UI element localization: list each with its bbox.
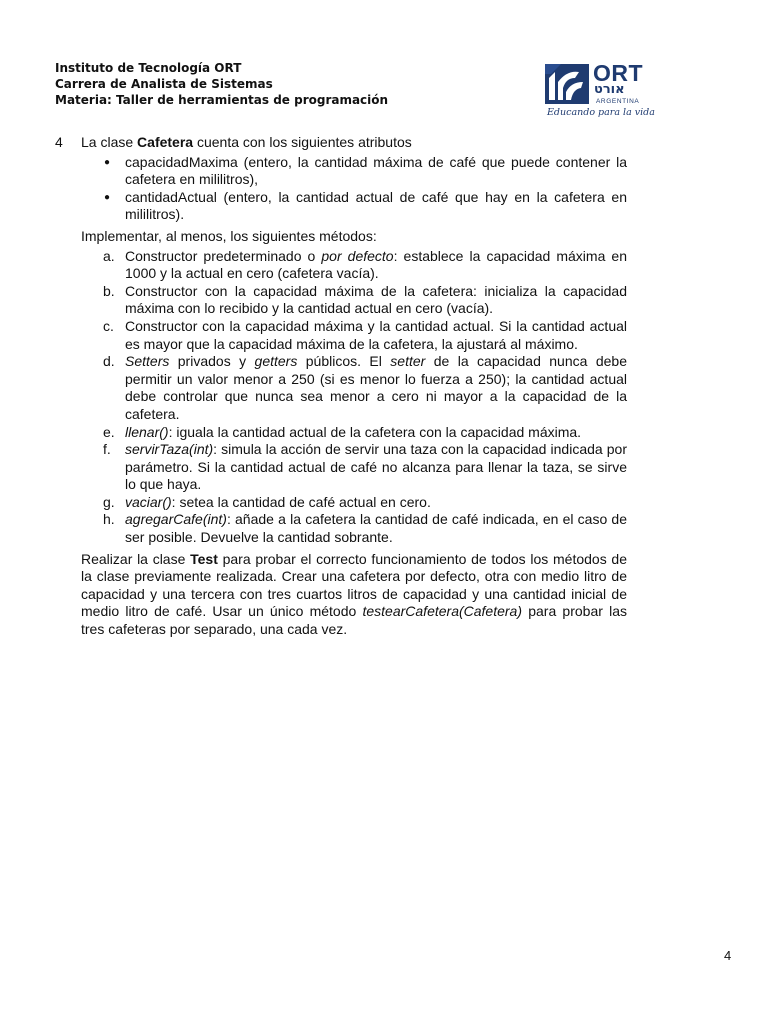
document-header (55, 60, 388, 108)
test-text: Realizar la clase (81, 550, 191, 567)
method-name: agregarCafe(int) (125, 511, 227, 528)
method-text: de la capacidad nunca debe permitir un valor menor a 250 (si es menor lo fuerza a 250); la cantidad actual debe controlar que nunca sea menor a cero ni mayor a la capacidad de la cafetera. (125, 353, 627, 422)
method-text: Constructor predeterminado o (125, 247, 322, 264)
method-item (103, 493, 627, 512)
method-emphasis: Setters (125, 353, 170, 370)
test-text: para probar el correcto funcionamiento de todos los métodos de la clase previamente realizada. Crear una cafetera por defecto, otra con medio litro de capacidad y una tercera con tres cuartos litros de capacidad y una cantidad inicial de medio litro de café. Usar un único método (81, 550, 627, 620)
method-label: e. (103, 423, 115, 440)
method-text: : iguala la cantidad actual de la cafetera con la capacidad máxima. (168, 423, 582, 440)
attribute-item: ● cantidadActual (entero, la cantidad actual de café que hay en la cafetera en mililitros). (125, 189, 627, 224)
logo-hebrew: אורט (594, 82, 625, 97)
method-emphasis: setter (390, 353, 426, 370)
method-label: d. (103, 353, 115, 370)
test-method-name: testearCafetera(Cafetera) (362, 603, 523, 620)
exercise-intro (81, 134, 627, 152)
subject-name: Materia: Taller de herramientas de programación (55, 93, 389, 107)
method-text: : añade a la cafetera la cantidad de café indicada, en el caso de ser posible. Devuelve la cantidad sobrante. (125, 511, 627, 546)
logo-name: ORT (593, 60, 644, 86)
method-label: g. (103, 493, 115, 510)
methods-intro: Implementar, al menos, los siguientes métodos: (81, 227, 377, 244)
institution-name: Instituto de Tecnología ORT (55, 61, 242, 75)
test-class-name: Test (190, 550, 218, 567)
method-text: : establece la capacidad máxima en 1000 y la actual en cero (cafetera vacía). (125, 247, 627, 282)
method-label: a. (103, 247, 115, 264)
method-emphasis: por defecto (321, 247, 394, 264)
method-item (103, 282, 627, 318)
career-name: Carrera de Analista de Sistemas (55, 77, 273, 91)
attribute-item: ● capacidadMaxima (entero, la cantidad máxima de café que puede contener la cafetera en mililitros), (125, 154, 627, 189)
logo-country: ARGENTINA (596, 98, 640, 105)
intro-text: La clase (81, 134, 138, 150)
page-number: 4 (724, 948, 732, 963)
method-label: c. (103, 317, 114, 334)
intro-text-end: cuenta con los siguientes atributos (193, 134, 412, 150)
method-name: vaciar() (125, 493, 172, 510)
method-name: servirTaza(int) (125, 441, 214, 458)
method-text: Constructor con la capacidad máxima de la cafetera: inicializa la capacidad máxima con lo recibido y la cantidad actual en cero (vacía). (125, 282, 627, 317)
method-item (103, 511, 627, 546)
method-text: : setea la cantidad de café actual en cero. (171, 493, 431, 510)
method-label: b. (103, 282, 115, 299)
method-label: h. (103, 511, 115, 528)
ort-emblem-icon (545, 64, 589, 104)
exercise-body (55, 134, 627, 639)
method-item (103, 441, 627, 494)
method-text: privados y (169, 353, 255, 370)
logo-slogan: Educando para la vida (547, 107, 655, 118)
ort-logo (545, 60, 655, 122)
method-item (103, 247, 627, 283)
methods-list (55, 248, 627, 547)
test-text-end: para probar las tres cafeteras por separado, una cada vez. (81, 603, 627, 638)
class-name: Cafetera (137, 134, 194, 150)
attributes-list (55, 154, 627, 224)
method-text: : simula la acción de servir una taza con la capacidad indicada por parámetro. Si la cantidad actual de café no alcanza para llenar la taza, se sirve lo que haya. (125, 441, 627, 493)
test-paragraph (81, 551, 627, 639)
method-text: Constructor con la capacidad máxima y la cantidad actual. Si la cantidad actual es mayor que la capacidad máxima de la cafetera, la ajustará al máximo. (125, 317, 627, 352)
method-label: f. (103, 441, 111, 458)
method-emphasis: getters (254, 353, 298, 370)
exercise-number: 4 (55, 134, 63, 150)
method-item (103, 353, 627, 423)
method-item (103, 317, 627, 353)
method-name: llenar() (125, 423, 169, 440)
method-text: públicos. El (297, 353, 391, 370)
method-item (103, 423, 627, 442)
